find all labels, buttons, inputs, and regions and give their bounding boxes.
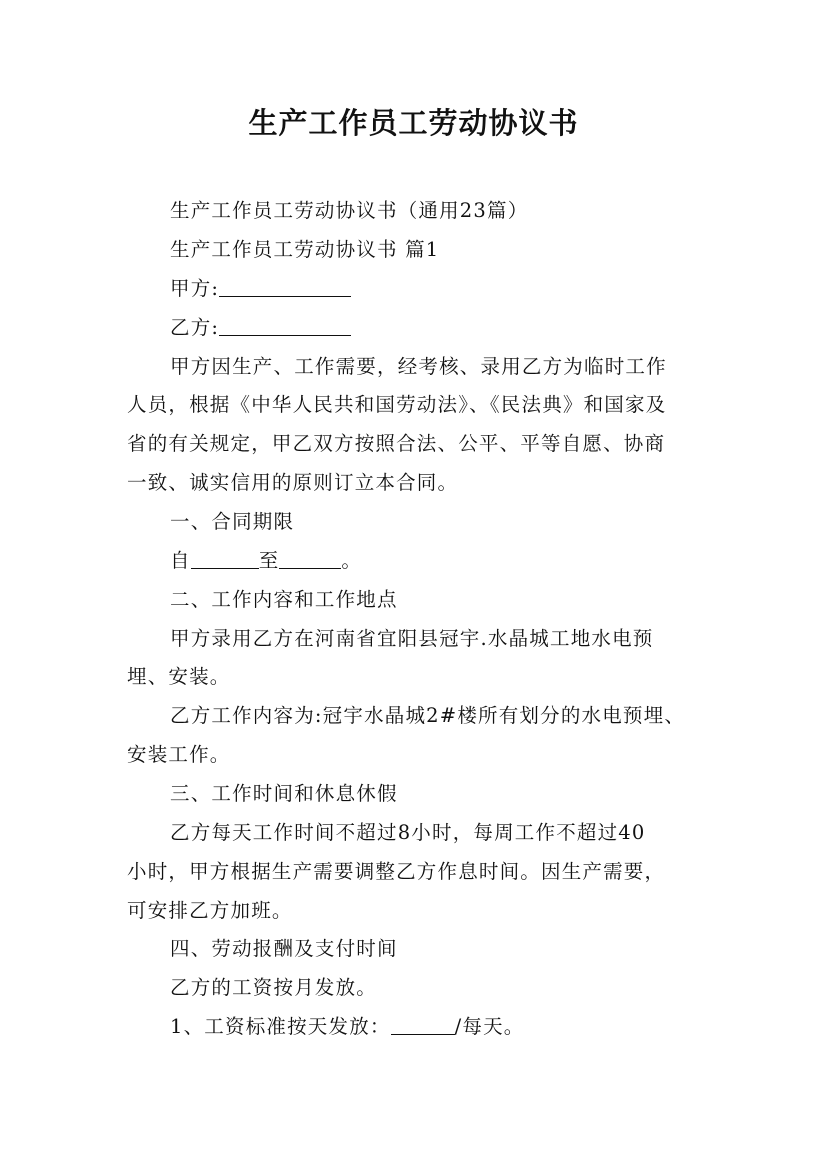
- clause3-line: 小时，甲方根据生产需要调整乙方作息时间。因生产需要，: [127, 860, 666, 883]
- clause3-heading: 三、工作时间和休息休假: [170, 782, 398, 805]
- party-a-blank: [219, 276, 351, 297]
- term-to-label: 至: [258, 549, 280, 572]
- term-from-label: 自: [170, 549, 191, 572]
- intro-line: 甲方因生产、工作需要，经考核、录用乙方为临时工作: [170, 355, 667, 378]
- clause4-heading: 四、劳动报酬及支付时间: [170, 937, 398, 960]
- document-title: 生产工作员工劳动协议书: [248, 106, 579, 140]
- wage-standard-line: [170, 1014, 710, 1040]
- term-end-blank: [279, 548, 341, 569]
- party-b-line: [170, 315, 710, 341]
- clause2-heading: 二、工作内容和工作地点: [170, 588, 398, 611]
- intro-line: 一致、诚实信用的原则订立本合同。: [127, 471, 459, 494]
- clause2-line: 乙方工作内容为:冠宇水晶城2#楼所有划分的水电预埋、: [170, 704, 686, 727]
- clause3-line: 乙方每天工作时间不超过8小时，每周工作不超过40: [170, 821, 646, 844]
- party-b-blank: [219, 315, 351, 336]
- party-a-line: [170, 276, 710, 302]
- clause1-heading: 一、合同期限: [170, 510, 295, 533]
- clause4-line: 乙方的工资按月发放。: [170, 976, 378, 999]
- document-subtitle: 生产工作员工劳动协议书（通用23篇）: [170, 199, 529, 222]
- term-start-blank: [191, 548, 259, 569]
- clause3-line: 可安排乙方加班。: [127, 899, 293, 922]
- party-b-label: 乙方:: [170, 316, 220, 339]
- contract-term-line: [170, 548, 710, 574]
- section-heading: 生产工作员工劳动协议书 篇1: [170, 238, 440, 261]
- party-a-label: 甲方:: [170, 277, 220, 300]
- intro-line: 人员，根据《中华人民共和国劳动法》、《民法典》和国家及: [127, 393, 667, 416]
- wage-amount-blank: [391, 1014, 455, 1035]
- clause2-line: 埋、安装。: [127, 665, 231, 688]
- wage-standard-suffix: /每天。: [454, 1015, 525, 1038]
- intro-line: 省的有关规定，甲乙双方按照合法、公平、平等自愿、协商: [127, 432, 666, 455]
- term-end-punct: 。: [341, 549, 363, 572]
- wage-standard-prefix: 1、工资标准按天发放：: [170, 1015, 391, 1038]
- clause2-line: 安装工作。: [127, 743, 231, 766]
- clause2-line: 甲方录用乙方在河南省宜阳县冠宇.水晶城工地水电预: [170, 627, 654, 650]
